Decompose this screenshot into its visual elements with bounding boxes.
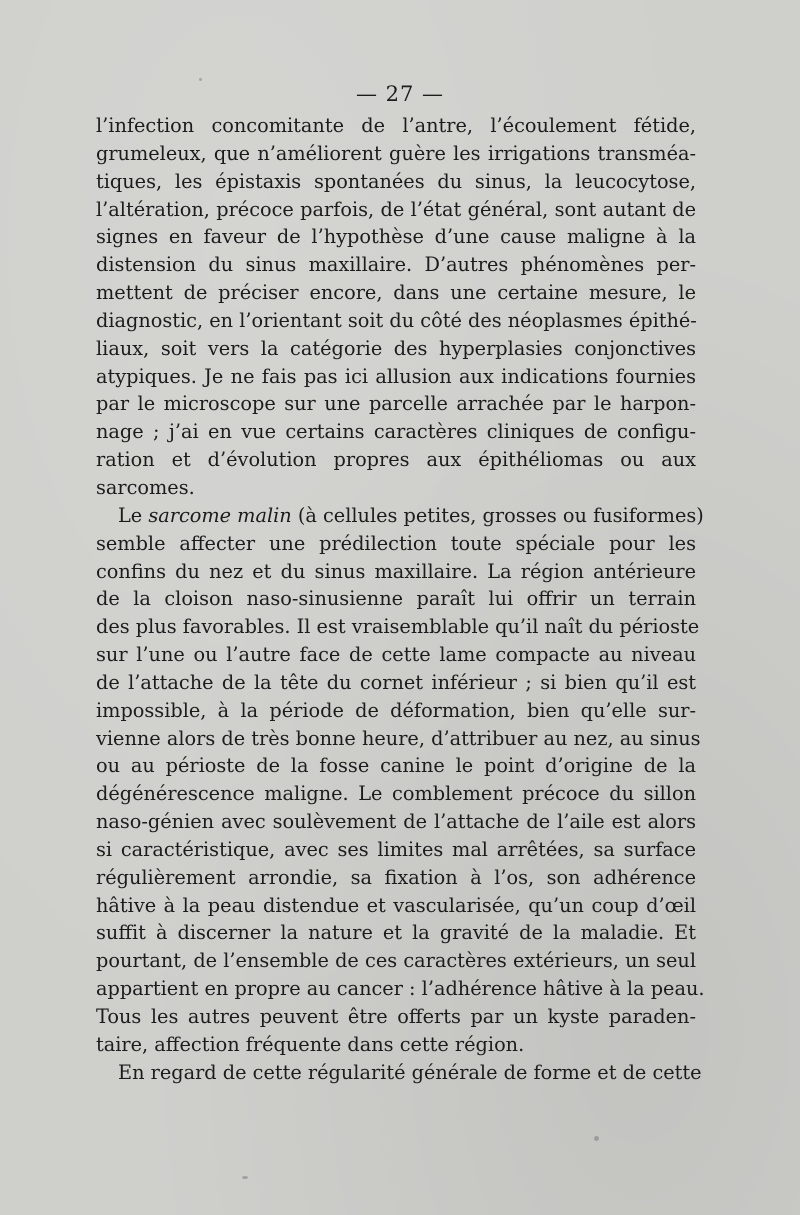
- text-line: taire, affection fréquente dans cette région.: [96, 1032, 525, 1056]
- text-line: signes en faveur de l’hypothèse d’une cause maligne à la: [96, 225, 696, 249]
- text-line: atypiques. Je ne fais pas ici allusion aux indications fournies: [96, 364, 696, 388]
- paragraph-first-line: Le sarcome malin (à cellules petites, grosses ou fusiformes): [118, 503, 704, 527]
- text-line: par le microscope sur une parcelle arrachée par le harpon-: [96, 392, 696, 416]
- text-line: l’infection concomitante de l’antre, l’écoulement fétide,: [96, 114, 696, 137]
- text-line: l’altération, précoce parfois, de l’état général, sont autant de: [96, 197, 696, 221]
- text-line: ration et d’évolution propres aux épithéliomas ou aux: [96, 448, 696, 472]
- text-line: sur l’une ou l’autre face de cette lame compacte au niveau: [96, 643, 696, 667]
- text-line: pourtant, de l’ensemble de ces caractères extérieurs, un seul: [96, 949, 696, 973]
- text-line: dégénérescence maligne. Le comblement précoce du sillon: [96, 782, 696, 806]
- italic-term: sarcome malin: [148, 503, 292, 527]
- text-line: impossible, à la période de déformation, bien qu’elle sur-: [96, 698, 696, 722]
- text-line: Tous les autres peuvent être offerts par un kyste paraden-: [96, 1005, 696, 1028]
- text-line: mettent de préciser encore, dans une certaine mesure, le: [96, 281, 696, 305]
- text-line: sarcomes.: [96, 475, 195, 499]
- text-line: ou au périoste de la fosse canine le point d’origine de la: [96, 754, 696, 778]
- paper-speck: [199, 78, 202, 81]
- text-line: liaux, soit vers la catégorie des hyperplasies conjonctives: [96, 336, 696, 360]
- text-line: de la cloison naso-sinusienne paraît lui offrir un terrain: [96, 587, 696, 611]
- text-line: suffit à discerner la nature et la gravité de la maladie. Et: [96, 921, 696, 945]
- page-number: — 27 —: [355, 82, 445, 106]
- text-line: tiques, les épistaxis spontanées du sinus, la leucocytose,: [96, 169, 696, 193]
- text-line: grumeleux, que n’améliorent guère les irrigations transméa-: [96, 141, 696, 165]
- text-line: régulièrement arrondie, sa fixation à l’os, son adhérence: [96, 865, 696, 889]
- text-line: hâtive à la peau distendue et vascularisée, qu’un coup d’œil: [96, 893, 696, 917]
- text-line: vienne alors de très bonne heure, d’attribuer au nez, au sinus: [96, 726, 701, 750]
- text-line: des plus favorables. Il est vraisemblable qu’il naît du périoste: [96, 615, 700, 639]
- text-line: semble affecter une prédilection toute spéciale pour les: [96, 531, 696, 555]
- text-line: de l’attache de la tête du cornet inférieur ; si bien qu’il est: [96, 670, 696, 694]
- text-line: confins du nez et du sinus maxillaire. La région antérieure: [96, 559, 696, 583]
- text-line: si caractéristique, avec ses limites mal arrêtées, sa surface: [96, 837, 696, 861]
- paper-speck: [242, 1176, 248, 1179]
- text-line: nage ; j’ai en vue certains caractères cliniques de configu-: [96, 420, 696, 444]
- text-line: distension du sinus maxillaire. D’autres phénomènes per-: [96, 253, 696, 277]
- body-text: [96, 112, 705, 1087]
- paragraph-first-line: En regard de cette régularité générale de forme et de cette: [118, 1060, 702, 1084]
- text-line: diagnostic, en l’orientant soit du côté des néoplasmes épithé-: [96, 308, 697, 332]
- text-line: appartient en propre au cancer : l’adhérence hâtive à la peau.: [96, 977, 705, 1001]
- paper-speck: [594, 1136, 599, 1141]
- text-line: naso-génien avec soulèvement de l’attache de l’aile est alors: [96, 810, 696, 834]
